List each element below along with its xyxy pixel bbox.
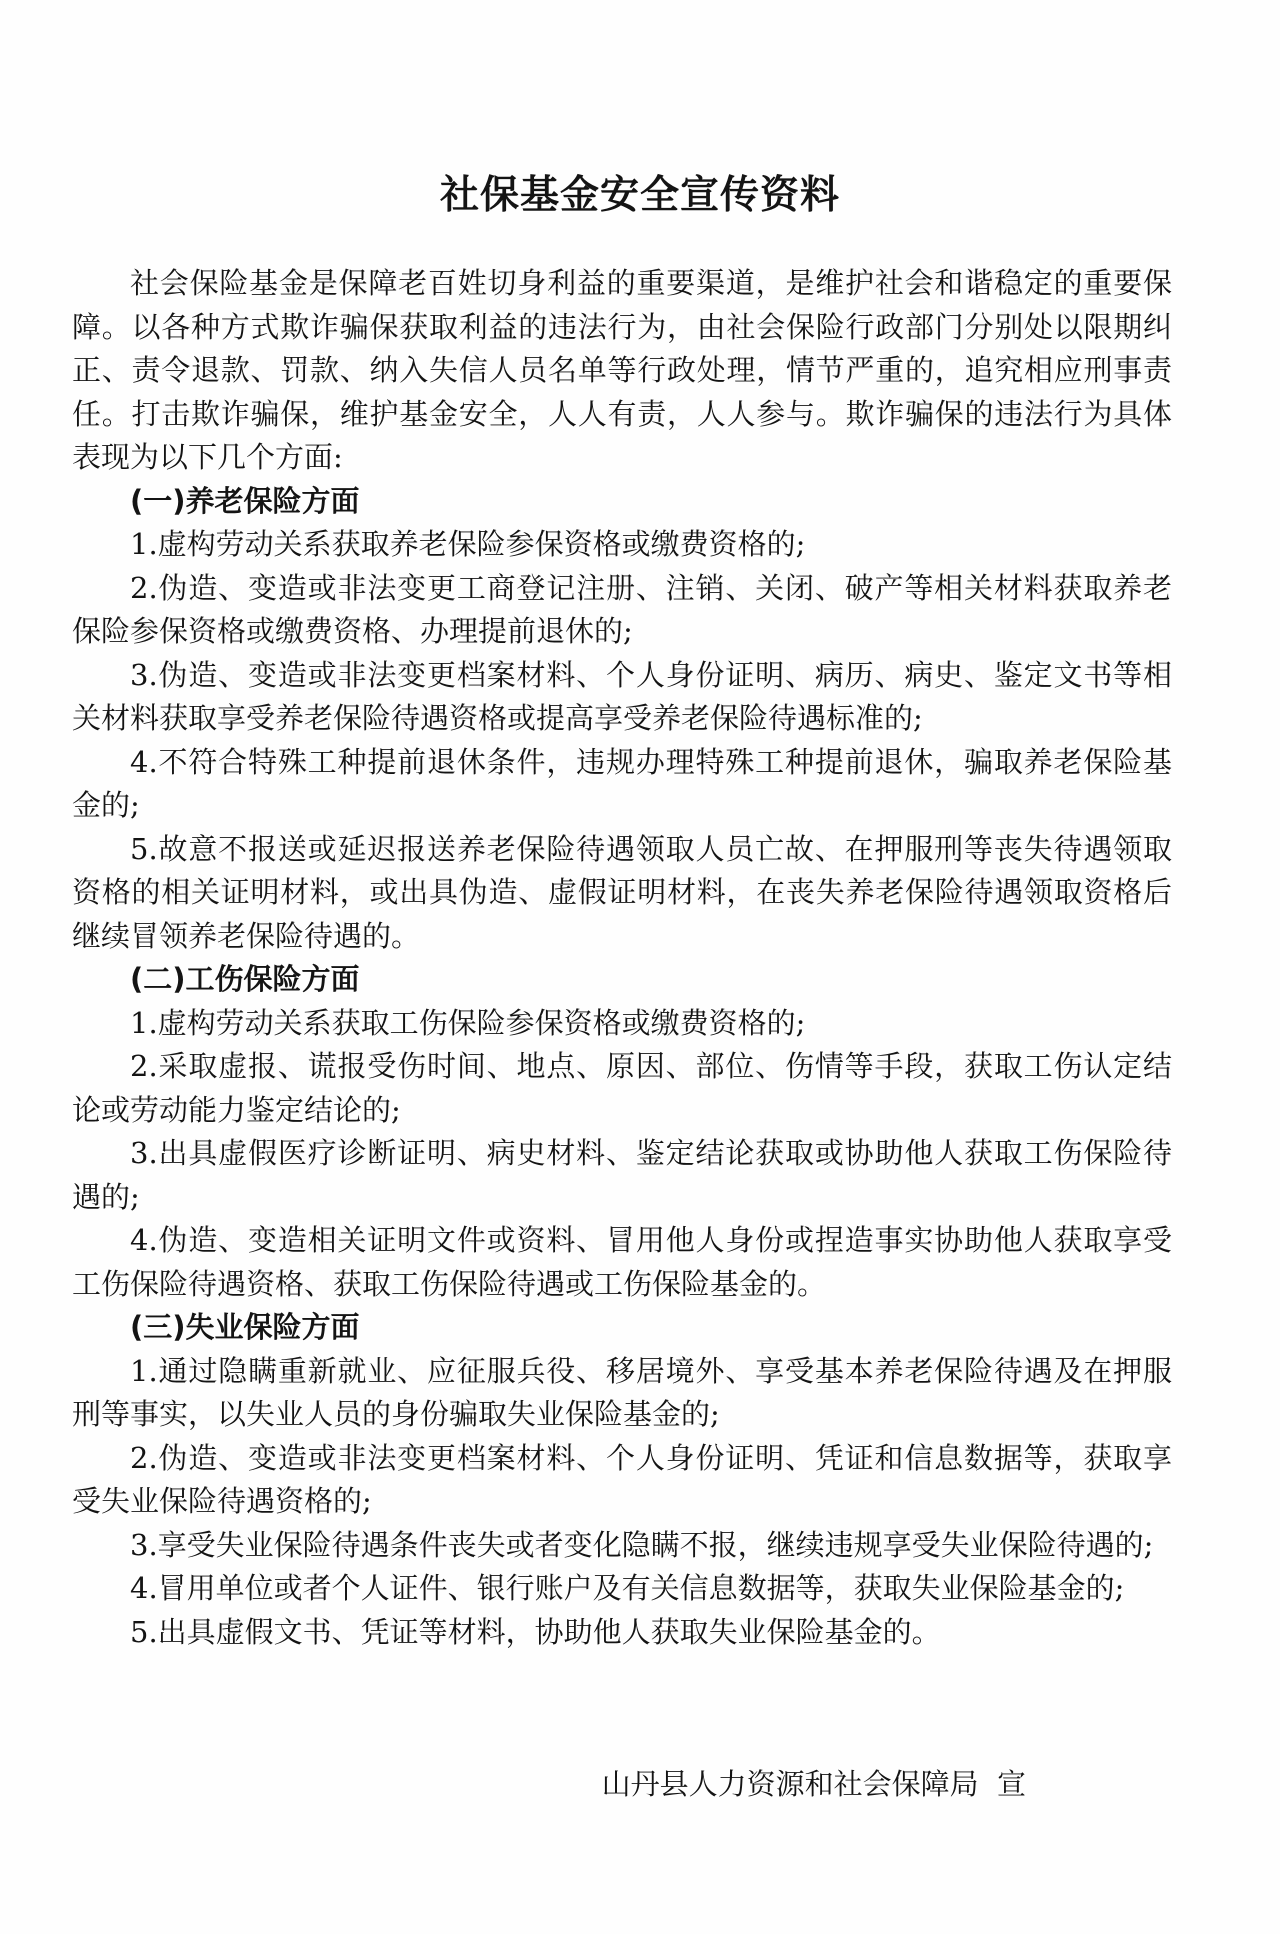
issuer-signature: 山丹县人力资源和社会保障局 宣 (601, 1767, 1026, 1801)
unemployment-item: 1.通过隐瞒重新就业、应征服兵役、移居境外、享受基本养老保险待遇及在押服刑等事实，以失业人员的身份骗取失业保险基金的; (72, 1353, 1172, 1431)
intro-paragraph: 社会保险基金是保障老百姓切身利益的重要渠道，是维护社会和谐稳定的重要保障。以各种方式欺诈骗保获取利益的违法行为，由社会保险行政部门分别处以限期纠正、责令退款、罚款、纳入失信人员名单等行政处理，情节严重的，追究相应刑事责任。打击欺诈骗保，维护基金安全，人人有责，人人参与。欺诈骗保的违法行为具体表现为以下几个方面: (72, 266, 1172, 474)
document-title: 社保基金安全宣传资料 (439, 173, 840, 218)
section-heading-pension: (一)养老保险方面 (130, 483, 360, 518)
pension-item: 5.故意不报送或延迟报送养老保险待遇领取人员亡故、在押服刑等丧失待遇领取资格的相关证明材料，或出具伪造、虚假证明材料，在丧失养老保险待遇领取资格后继续冒领养老保险待遇的。 (72, 831, 1172, 953)
pension-item: 3.伪造、变造或非法变更档案材料、个人身份证明、病历、病史、鉴定文书等相关材料获取享受养老保险待遇资格或提高享受养老保险待遇标准的; (72, 657, 1172, 735)
unemployment-item: 4.冒用单位或者个人证件、银行账户及有关信息数据等，获取失业保险基金的; (130, 1571, 1125, 1605)
pension-item: 2.伪造、变造或非法变更工商登记注册、注销、关闭、破产等相关材料获取养老保险参保资格或缴费资格、办理提前退休的; (72, 570, 1172, 648)
unemployment-item: 3.享受失业保险待遇条件丧失或者变化隐瞒不报，继续违规享受失业保险待遇的; (130, 1527, 1154, 1562)
work-injury-item: 3.出具虚假医疗诊断证明、病史材料、鉴定结论获取或协助他人获取工伤保险待遇的; (72, 1136, 1172, 1214)
section-heading-unemployment: (三)失业保险方面 (130, 1310, 360, 1344)
work-injury-item: 2.采取虚报、谎报受伤时间、地点、原因、部位、伤情等手段，获取工伤认定结论或劳动能力鉴定结论的; (72, 1049, 1172, 1127)
work-injury-item: 1.虚构劳动关系获取工伤保险参保资格或缴费资格的; (130, 1005, 806, 1040)
unemployment-item: 5.出具虚假文书、凭证等材料，协助他人获取失业保险基金的。 (130, 1614, 941, 1649)
unemployment-item: 2.伪造、变造或非法变更档案材料、个人身份证明、凭证和信息数据等，获取享受失业保险待遇资格的; (72, 1440, 1172, 1518)
pension-item: 1.虚构劳动关系获取养老保险参保资格或缴费资格的; (130, 527, 806, 561)
document-body (72, 262, 1172, 1654)
section-heading-work-injury: (二)工伤保险方面 (130, 962, 360, 996)
work-injury-item: 4.伪造、变造相关证明文件或资料、冒用他人身份或捏造事实协助他人获取享受工伤保险待遇资格、获取工伤保险待遇或工伤保险基金的。 (72, 1223, 1172, 1301)
pension-item: 4.不符合特殊工种提前退休条件，违规办理特殊工种提前退休，骗取养老保险基金的; (72, 744, 1172, 822)
